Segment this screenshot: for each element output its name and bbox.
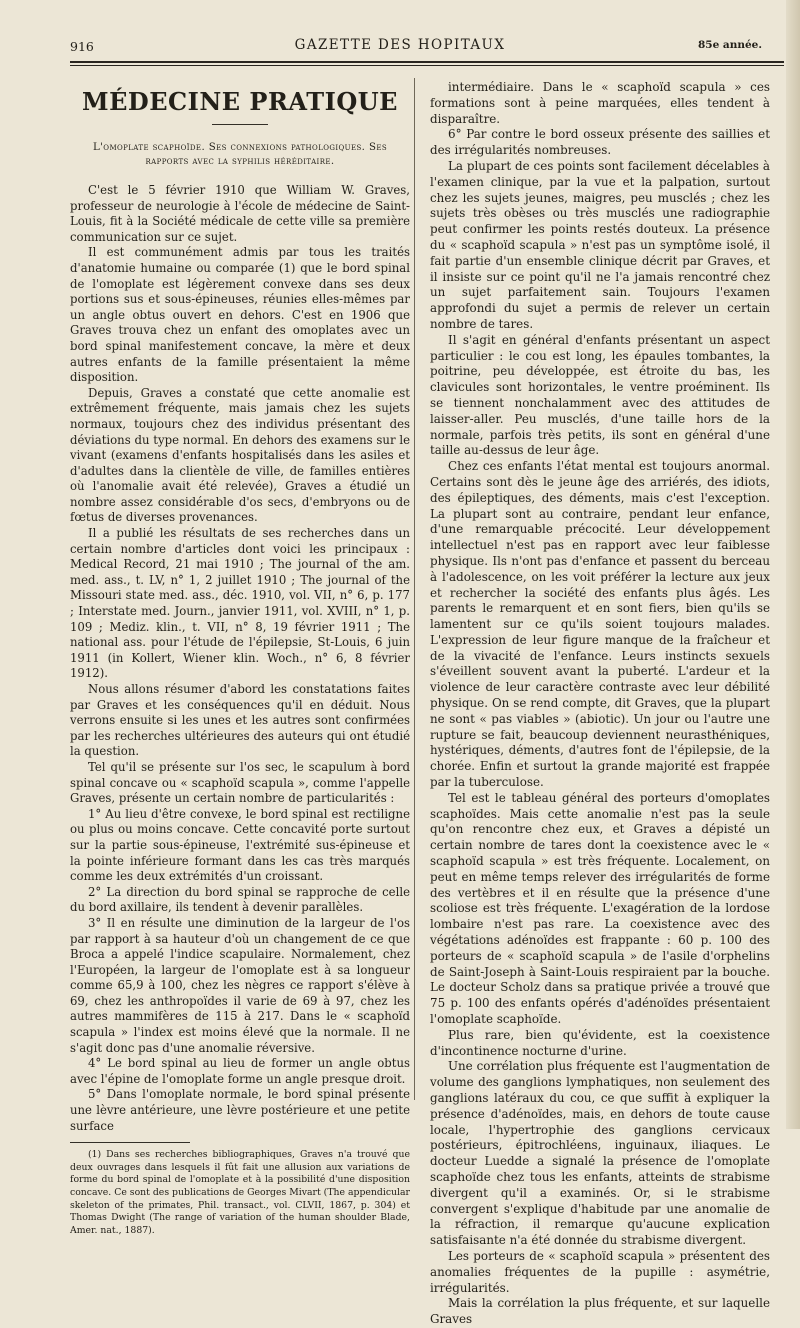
footnote-rule xyxy=(70,1142,190,1143)
paragraph: Nous allons résumer d'abord les constatations faites par Graves et les conséquences qu'il en déduit. Nous verrons ensuite si les unes et les autres sont confirmées par les recherches ultérieures des auteurs qui ont étudié la question. xyxy=(70,682,410,759)
paragraph: Il est communément admis par tous les traités d'anatomie humaine ou comparée (1) que le bord spinal de l'omoplate est légèrement convexe dans ses deux portions sus et sous-épineuses, réunies elles-mêmes par un angle obtus ouvert en dehors. C'est en 1906 que Graves trouva chez un enfant des omoplates avec un bord spinal manifestement concave, la mère et deux autres enfants de la famille présentaient la même disposition. xyxy=(70,245,410,385)
paragraph: 6° Par contre le bord osseux présente des saillies et des irrégularités nombreuses. xyxy=(430,127,770,158)
paragraph: Il a publié les résultats de ses recherches dans un certain nombre d'articles dont voici les principaux : Medical Record, 21 mai 1910 ; The journal of the am. med. ass., t. LV, n° 1, 2 juillet 1910 ; The journal of the Missouri state med. ass., déc. 1910, vol. VII, n° 6, p. 177 ; Interstate med. Journ., janvier 1911, vol. XVIII, n° 1, p. 109 ; Mediz. klin., t. VII, n° 8, 19 février 1911 ; The national ass. pour l'étude de l'épilepsie, St-Louis, 6 juin 1911 (in Kollert, Wiener klin. Woch., n° 6, 8 février 1912). xyxy=(70,526,410,681)
paragraph: Chez ces enfants l'état mental est toujours anormal. Certains sont dès le jeune âge des arriérés, des idiots, des épileptiques, des déments, mais c'est l'exception. La plupart sont au contraire, pendant leur enfance, d'une remarquable précocité. Leur développement intellectuel n'est pas en rapport avec leur faiblesse physique. Ils n'ont pas d'enfance et passent du berceau à l'adolescence, on les voit préférer la lecture aux jeux et rechercher la société des enfants plus âgés. Les parents le remarquent et en sont fiers, bien qu'ils se lamentent sur ce qu'ils soient toujours malades. L'expression de leur figure manque de la fraîcheur et de la vivacité de l'enfance. Leurs instincts sexuels s'éveillent souvent avant la puberté. L'ardeur et la violence de leur caractère contraste avec leur débilité physique. On se rend compte, dit Graves, que la plupart ne sont « pas viables » (abiotic). Un jour ou l'autre une rupture se fait, beaucoup deviennent neurasthéniques, hystériques, déments, d'autres font de l'épilepsie, de la chorée. Enfin et surtout la grande majorité est frappée par la tuberculose. xyxy=(430,459,770,790)
paragraph: Une corrélation plus fréquente est l'augmentation de volume des ganglions lymphatiques, non seulement des ganglions latéraux du cou, ce que suffit à expliquer la présence d'adénoïdes, mais, en dehors de toute cause locale, l'hypertrophie des ganglions cervicaux postérieurs, épitrochléens, inguinaux, iliaques. Le docteur Luedde a signalé la présence de l'omoplate scaphoïde chez tous les enfants, atteints de strabisme divergent qu'il a examinés. Or, si le strabisme convergent s'explique d'habitude par une anomalie de la réfraction, il remarque qu'aucune explication satisfaisante n'a été donnée du strabisme divergent. xyxy=(430,1059,770,1248)
footnote xyxy=(70,1149,410,1237)
paragraph: 5° Dans l'omoplate normale, le bord spinal présente une lèvre antérieure, une lèvre postérieure et une petite surface xyxy=(70,1087,410,1133)
paragraph: Tel est le tableau général des porteurs d'omoplates scaphoïdes. Mais cette anomalie n'est pas la seule qu'on rencontre chez eux, et Graves a dépisté un certain nombre de tares dont la coexistence avec le « scaphoïd scapula » est très fréquente. Localement, on peut en même temps relever des irrégularités de forme des vertèbres et il en résulte que la présence d'une scoliose est très fréquente. L'exagération de la lordose lombaire n'est pas rare. La coexistence avec des végétations adénoïdes est frappante : 60 p. 100 des porteurs de « scaphoïd scapula » de l'asile d'orphelins de Saint-Joseph à Saint-Louis respiraient par la bouche. Le docteur Scholz dans sa pratique privée a trouvé que 75 p. 100 des enfants opérés d'adénoïdes présentaient l'omoplate scaphoïde. xyxy=(430,790,770,1027)
paragraph: 2° La direction du bord spinal se rapproche de celle du bord axillaire, ils tendent à devenir parallèles. xyxy=(70,884,410,915)
page-edge xyxy=(786,0,800,1129)
paragraph: Plus rare, bien qu'évidente, est la coexistence d'incontinence nocturne d'urine. xyxy=(430,1027,770,1058)
paragraph: 1° Au lieu d'être convexe, le bord spinal est rectiligne ou plus ou moins concave. Cette concavité porte surtout sur la partie sous-épineuse, l'extrémité sus-épineuse et la pointe inférieure formant dans les cas très marqués comme les deux extrémités d'un croissant. xyxy=(70,806,410,884)
title-rule xyxy=(212,124,268,125)
paragraph: 4° Le bord spinal au lieu de former un angle obtus avec l'épine de l'omoplate forme un angle presque droit. xyxy=(70,1056,410,1086)
section-title: MÉDECINE PRATIQUE xyxy=(82,87,398,116)
paragraph: Depuis, Graves a constaté que cette anomalie est extrêmement fréquente, mais jamais chez les sujets normaux, toujours chez des individus présentant des déviations du type normal. En dehors des examens sur le vivant (examens d'enfants hospitalisés dans les asiles et d'adultes dans la clientèle de ville, de familles entières où l'anomalie avait été relevée), Graves a étudié un nombre assez considérable d'os secs, d'embryons ou de fœtus de diverses provenances. xyxy=(70,385,410,525)
running-header xyxy=(0,0,800,64)
left-column xyxy=(70,80,410,1236)
issue-year: 85e année. xyxy=(697,39,762,51)
article-title: L'omoplate scaphoïde. Ses connexions pathologiques. Ses rapports avec la syphilis héréditaire. xyxy=(92,142,388,167)
right-column xyxy=(430,80,770,1327)
header-rule-thick xyxy=(70,61,784,63)
header-rule-thin xyxy=(70,65,784,66)
paragraph: Mais la corrélation la plus fréquente, et sur laquelle Graves xyxy=(430,1296,770,1327)
paragraph: La plupart de ces points sont facilement décelables à l'examen clinique, par la vue et la palpation, surtout chez les sujets jeunes, maigres, peu musclés ; chez les sujets très obèses ou très musclés une radiographie peut confirmer les points restés douteux. La présence du « scaphoïd scapula » n'est pas un symptôme isolé, il fait partie d'un ensemble clinique décrit par Graves, et il insiste sur ce point qu'il ne l'a jamais rencontré chez un sujet parfaitement sain. Toujours l'examen approfondi du sujet a permis de relever un certain nombre de tares. xyxy=(430,158,770,331)
paragraph: Il s'agit en général d'enfants présentant un aspect particulier : le cou est long, les épaules tombantes, la poitrine, peu développée, est étroite du bas, les clavicules sont horizontales, le ventre proéminent. Ils se tiennent nonchalamment avec des attitudes de laisser-aller. Peu musclés, d'une taille hors de la normale, parfois très petits, ils sont en général d'une taille au-dessus de leur âge. xyxy=(430,332,770,458)
column-divider xyxy=(414,78,415,1100)
page-number: 916 xyxy=(70,39,94,54)
paragraph: Les porteurs de « scaphoïd scapula » présentent des anomalies fréquentes de la pupille : asymétrie, irrégularités. xyxy=(430,1248,770,1295)
paragraph: 3° Il en résulte une diminution de la largeur de l'os par rapport à sa hauteur d'où un changement de ce que Broca a appelé l'indice scapulaire. Normalement, chez l'Européen, la largeur de l'omoplate est à sa longueur comme 65,9 à 100, chez les nègres ce rapport s'élève à 69, chez les anthropoïdes il varie de 69 à 97, chez les autres mammifères de 115 à 217. Dans le « scaphoïd scapula » l'index est moins élevé que la normale. Il ne s'agit donc pas d'une anomalie réversive. xyxy=(70,915,410,1055)
paragraph: Tel qu'il se présente sur l'os sec, le scapulum à bord spinal concave ou « scaphoïd scapula », comme l'appelle Graves, présente un certain nombre de particularités : xyxy=(70,759,410,806)
journal-title: GAZETTE DES HOPITAUX xyxy=(294,37,506,53)
footnote-text: (1) Dans ses recherches bibliographiques, Graves n'a trouvé que deux ouvrages dans lesquels il fût fait une allusion aux variations de forme du bord spinal de l'omoplate et à la possibilité d'une disposition concave. Ce sont des publications de Georges Mivart (The appendicular skeleton of the primates, Phil. transact., vol. CLVII, 1867, p. 304) et Thomas Dwight (The range of variation of the human shoulder Blade, Amer. nat., 1887). xyxy=(70,1149,410,1236)
paragraph: intermédiaire. Dans le « scaphoïd scapula » ces formations sont à peine marquées, elles tendent à disparaître. xyxy=(430,80,770,126)
paragraph: C'est le 5 février 1910 que William W. Graves, professeur de neurologie à l'école de médecine de Saint-Louis, fit à la Société médicale de cette ville sa première communication sur ce sujet. xyxy=(70,183,410,244)
